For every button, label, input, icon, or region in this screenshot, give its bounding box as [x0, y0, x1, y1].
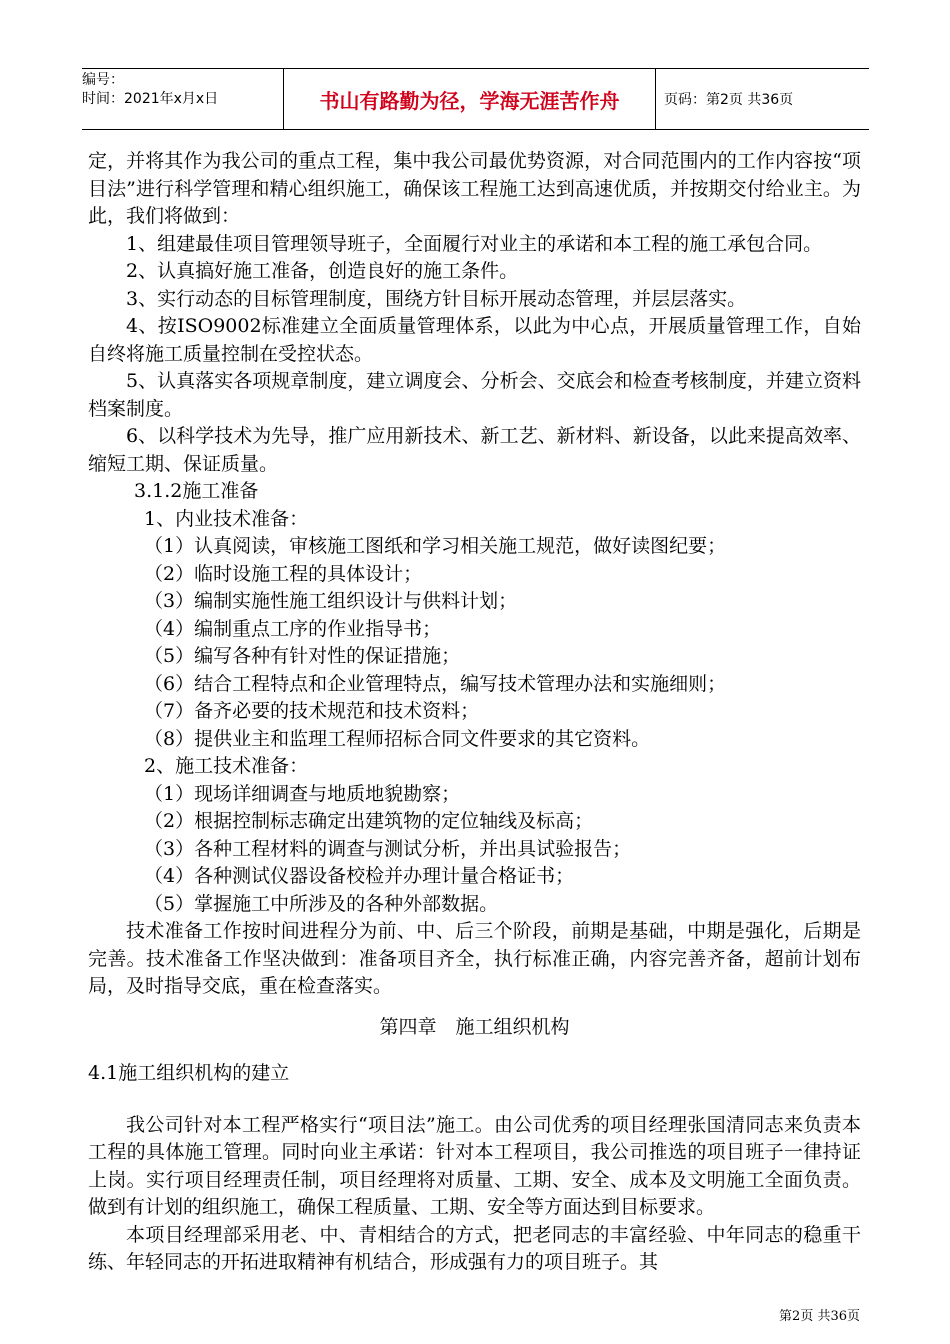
paragraph: 技术准备工作按时间进程分为前、中、后三个阶段，前期是基础，中期是强化，后期是完善。技术准备工作坚决做到：准备项目齐全，执行标准正确，内容完善齐备，超前计划布局，及时指导交底，重在检查落实。	[88, 920, 861, 997]
paragraph: 1、组建最佳项目管理领导班子，全面履行对业主的承诺和本工程的施工承包合同。	[126, 232, 823, 255]
paragraph: 我公司针对本工程严格实行“项目法”施工。由公司优秀的项目经理张国清同志来负责本工程的具体施工管理。同时向业主承诺：针对本工程项目，我公司推选的项目班子一律持证上岗。实行项目经理责任制，项目经理将对质量、工期、安全、成本及文明施工全面负责。做到有计划的组织施工，确保工程质量、工期、安全等方面达到目标要求。	[88, 1113, 861, 1218]
list-item: （3）编制实施性施工组织设计与供料计划；	[144, 590, 518, 612]
list-site-prep	[88, 781, 861, 919]
list-item: （6）结合工程特点和企业管理特点，编写技术管理办法和实施细则；	[144, 672, 727, 695]
doc-date: 时间：2021年x月x日	[82, 91, 219, 107]
list-heading: 1、内业技术准备：	[144, 507, 309, 530]
list-internal-prep	[88, 533, 861, 753]
section-heading: 4.1施工组织机构的建立	[88, 1062, 290, 1084]
paragraph: 定，并将其作为我公司的重点工程，集中我公司最优势资源，对合同范围内的工作内容按“项目法”进行科学管理和精心组织施工，确保该工程施工达到高速优质，并按期交付给业主。为此，我们将做到：	[88, 150, 861, 227]
list-item: （5）掌握施工中所涉及的各种外部数据。	[144, 892, 499, 915]
list-item: （1）现场详细调查与地质地貌勘察；	[144, 782, 461, 805]
list-item: （8）提供业主和监理工程师招标合同文件要求的其它资料。	[144, 727, 651, 750]
spacer	[88, 1088, 861, 1112]
list-item: （4）各种测试仪器设备校检并办理计量合格证书；	[144, 865, 575, 887]
list-item: （2）临时设施工程的具体设计；	[144, 562, 423, 585]
document-body	[88, 148, 861, 1277]
list-heading: 2、施工技术准备：	[144, 755, 309, 777]
doc-number: 编号：	[82, 72, 124, 88]
paragraph: 5、认真落实各项规章制度，建立调度会、分析会、交底会和检查考核制度，并建立资料档案制度。	[88, 370, 861, 420]
header-meta	[82, 69, 284, 129]
paragraph: 6、以科学技术为先导，推广应用新技术、新工艺、新材料、新设备，以此来提高效率、缩短工期、保证质量。	[88, 425, 861, 475]
header-page-number: 页码：第2页 共36页	[664, 92, 794, 108]
list-item: （3）各种工程材料的调查与测试分析，并出具试验报告；	[144, 837, 632, 860]
paragraph: 本项目经理部采用老、中、青相结合的方式，把老同志的丰富经验、中年同志的稳重干练、年轻同志的开拓进取精神有机结合，形成强有力的项目班子。其	[88, 1223, 861, 1273]
chapter-title: 第四章 施工组织机构	[379, 1015, 570, 1038]
footer-page-number: 第2页 共36页	[779, 1309, 860, 1324]
paragraph: 4、按ISO9002标准建立全面质量管理体系，以此为中心点，开展质量管理工作，自始自终将施工质量控制在受控状态。	[88, 315, 861, 365]
list-item: （2）根据控制标志确定出建筑物的定位轴线及标高；	[144, 810, 594, 832]
list-item: （1）认真阅读，审核施工图纸和学习相关施工规范，做好读图纪要；	[144, 535, 727, 557]
list-item: （7）备齐必要的技术规范和技术资料；	[144, 700, 480, 722]
page-header	[82, 68, 869, 130]
list-item: （4）编制重点工序的作业指导书；	[144, 617, 442, 640]
subsection-heading: 3.1.2施工准备	[134, 480, 259, 502]
paragraph: 2、认真搞好施工准备，创造良好的施工条件。	[126, 260, 519, 282]
header-motto: 书山有路勤为径，学海无涯苦作舟	[284, 69, 656, 129]
paragraph: 3、实行动态的目标管理制度，围绕方针目标开展动态管理，并层层落实。	[126, 287, 747, 310]
list-item: （5）编写各种有针对性的保证措施；	[144, 645, 461, 667]
